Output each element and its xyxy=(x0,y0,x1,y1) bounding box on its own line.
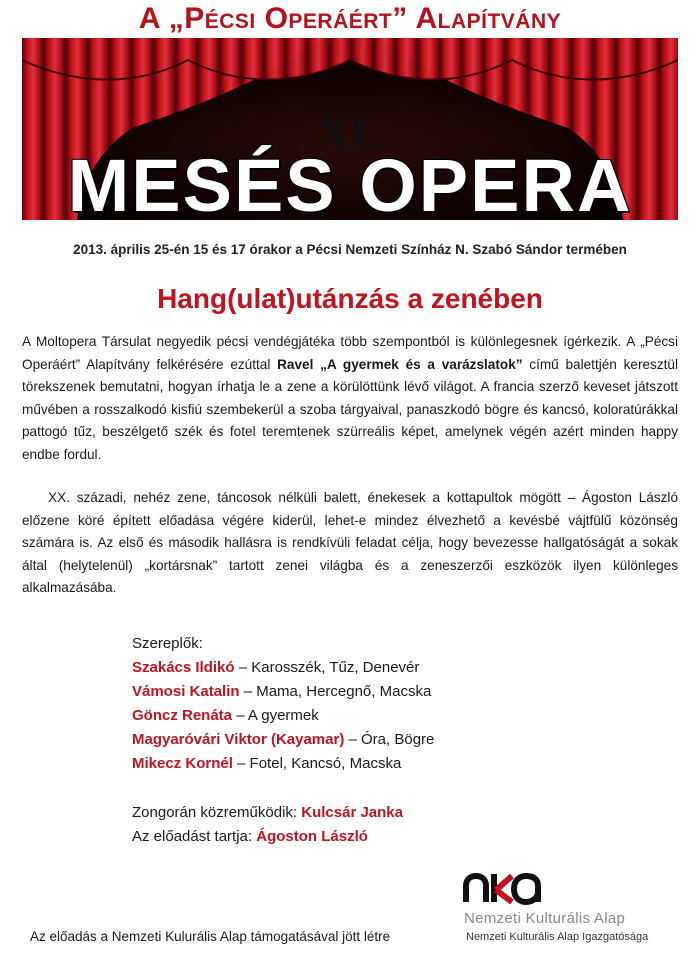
edition-number: XI. xyxy=(318,109,382,158)
cast-member-roles: – A gyermek xyxy=(232,707,319,724)
intro-text-part2: című balettjén keresztül törekszenek bemutatni, hogyan írhatja le a zene a körülöttünk lévő világot. A francia szerző keveset játszott művében a rosszalkodó kisfiú szembekerül a szoba tárgyaival, panaszkodó bögre és kancsó, koloratúrákkal pattogó tűz, beszélgető szék és fotel teremtenek szürreális képet, amelynek végén azért minden happy endbe fordul. xyxy=(22,356,678,462)
piano-credit xyxy=(132,801,403,825)
cast-member-name: Göncz Renáta xyxy=(132,707,233,724)
piano-label: Zongorán közreműködik: xyxy=(132,804,302,821)
foundation-title: A „Pécsi Operáért” Alapítvány xyxy=(138,2,562,35)
cast-member-name: Mikecz Kornél xyxy=(132,755,233,772)
description-paragraph: XX. századi, nehéz zene, táncosok nélküli balett, énekesek a kottapultok mögött – Ágoston László előzene köré épített előadása végére kiderül, lehet-e mindez élvezhető a kevésbé vájtfülű közönség számára is. Az első és második hallásra is rendkívüli feladat célja, hogy bevezesse hallgatóságát a sokak által (helytelenül) „kortársnak” tartott zenei világba és a zeneszerzői eszközök ilyen különleges alkalmazásába. xyxy=(22,490,678,595)
cast-member-name: Vámosi Katalin xyxy=(132,683,240,700)
cast-member-roles: – Karosszék, Tűz, Denevér xyxy=(234,659,420,676)
cast-member xyxy=(132,728,434,752)
show-title: MESÉS OPERA xyxy=(67,144,633,227)
cast-member-roles: – Mama, Hercegnő, Macska xyxy=(239,683,432,700)
cast-member-name: Magyaróvári Viktor (Kayamar) xyxy=(132,731,345,748)
credits xyxy=(132,801,403,849)
work-title: Ravel „A gyermek és a varázslatok” xyxy=(277,356,523,372)
intro-text-part1: A Moltopera Társulat negyedik pécsi vendégjátéka több szempontból is különlegesnek ígérkezik. A „Pécsi Operáért” Alapítvány felkérésére ezúttal xyxy=(22,334,678,372)
cast-member xyxy=(132,680,434,704)
lecture-label: Az előadást tartja: xyxy=(132,828,257,845)
cast-list xyxy=(132,632,434,776)
cast-member xyxy=(132,704,434,728)
lecture-credit xyxy=(132,825,403,849)
pianist-name: Kulcsár Janka xyxy=(301,804,403,821)
support-note: Az előadás a Nemzeti Kulurális Alap támogatásával jött létre xyxy=(30,929,391,944)
cast-member-name: Szakács Ildikó xyxy=(132,659,235,676)
intro-paragraph xyxy=(22,331,678,466)
lecturer-name: Ágoston László xyxy=(256,828,368,845)
cast-member-roles: – Óra, Bögre xyxy=(344,731,435,748)
logo-caption: Nemzeti Kulturális Alap Igazgatósága xyxy=(466,931,649,943)
cast-label: Szereplők: xyxy=(132,635,203,652)
cast-member-roles: – Fotel, Kancsó, Macska xyxy=(232,755,402,772)
cast-member xyxy=(132,656,434,680)
event-date-venue: 2013. április 25-én 15 és 17 órakor a Pécsi Nemzeti Színház N. Szabó Sándor termében xyxy=(73,242,627,257)
logo-name: Nemzeti Kulturális Alap xyxy=(464,910,626,927)
cast-member xyxy=(132,752,434,776)
program-headline: Hang(ulat)utánzás a zenében xyxy=(157,283,543,314)
